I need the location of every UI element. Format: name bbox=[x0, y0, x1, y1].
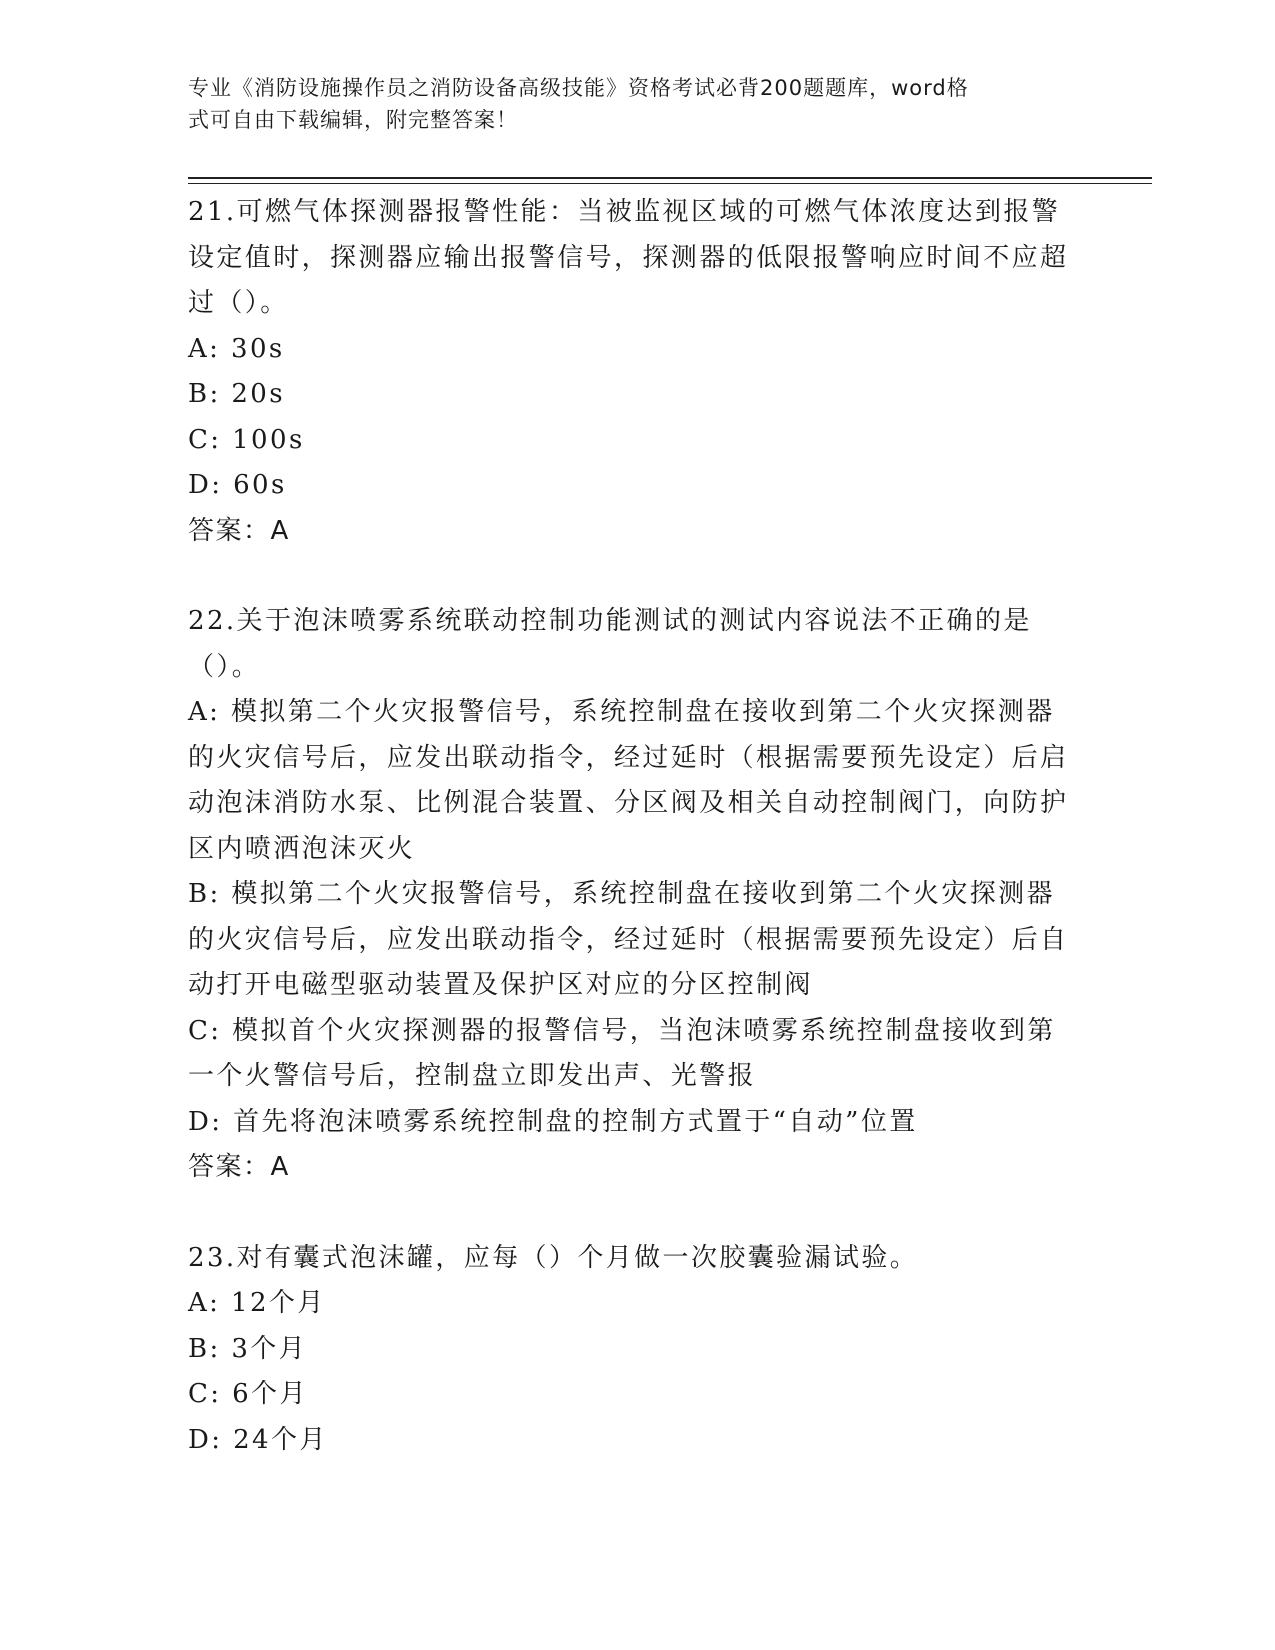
option-c: C: 100s bbox=[188, 424, 305, 455]
option-a: A: 模拟第二个火灾报警信号，系统控制盘在接收到第二个火灾探测器的火灾信号后，应发出联动指令，经过延时（根据需要预先设定）后启动泡沫消防水泵、比例混合装置、分区阀及相关自动控制阀门，向防护区内喷洒泡沫灭火 bbox=[188, 697, 1069, 864]
question-stem: 23.对有囊式泡沫罐，应每（）个月做一次胶囊验漏试验。 bbox=[188, 1242, 919, 1273]
header-divider-thick bbox=[188, 177, 1152, 179]
question-23 bbox=[188, 1236, 1078, 1464]
question-21 bbox=[188, 190, 1078, 554]
option-d: D: 24个月 bbox=[188, 1424, 328, 1455]
header-line-2: 式可自由下载编辑，附完整答案！ bbox=[188, 108, 518, 132]
option-b: B: 3个月 bbox=[188, 1333, 308, 1364]
option-d: D: 60s bbox=[188, 470, 287, 500]
option-d: D: 首先将泡沫喷雾系统控制盘的控制方式置于“自动”位置 bbox=[188, 1106, 918, 1137]
option-c: C: 6个月 bbox=[188, 1379, 308, 1409]
answer-label: 答案：A bbox=[188, 1152, 290, 1182]
question-spacer bbox=[188, 1191, 1078, 1236]
option-b: B: 20s bbox=[188, 379, 285, 409]
document-header bbox=[188, 72, 1068, 136]
question-22 bbox=[188, 599, 1078, 1191]
answer-label: 答案：A bbox=[188, 515, 290, 546]
option-b: B: 模拟第二个火灾报警信号，系统控制盘在接收到第二个火灾探测器的火灾信号后，应发出联动指令，经过延时（根据需要预先设定）后自动打开电磁型驱动装置及保护区对应的分区控制阀 bbox=[188, 879, 1069, 1000]
question-spacer bbox=[188, 554, 1078, 599]
question-stem: 21.可燃气体探测器报警性能：当被监视区域的可燃气体浓度达到报警设定值时，探测器应输出报警信号，探测器的低限报警响应时间不应超过（）。 bbox=[188, 197, 1069, 318]
option-c: C: 模拟首个火灾探测器的报警信号，当泡沫喷雾系统控制盘接收到第一个火警信号后，控制盘立即发出声、光警报 bbox=[188, 1015, 1056, 1091]
header-line-1: 专业《消防设施操作员之消防设备高级技能》资格考试必背200题题库，word格 bbox=[188, 76, 969, 100]
option-a: A: 12个月 bbox=[188, 1288, 326, 1318]
question-stem: 22.关于泡沫喷雾系统联动控制功能测试的测试内容说法不正确的是（）。 bbox=[188, 606, 1032, 682]
option-a: A: 30s bbox=[188, 333, 285, 364]
question-list bbox=[188, 190, 1078, 1463]
header-divider-thin bbox=[188, 183, 1152, 184]
